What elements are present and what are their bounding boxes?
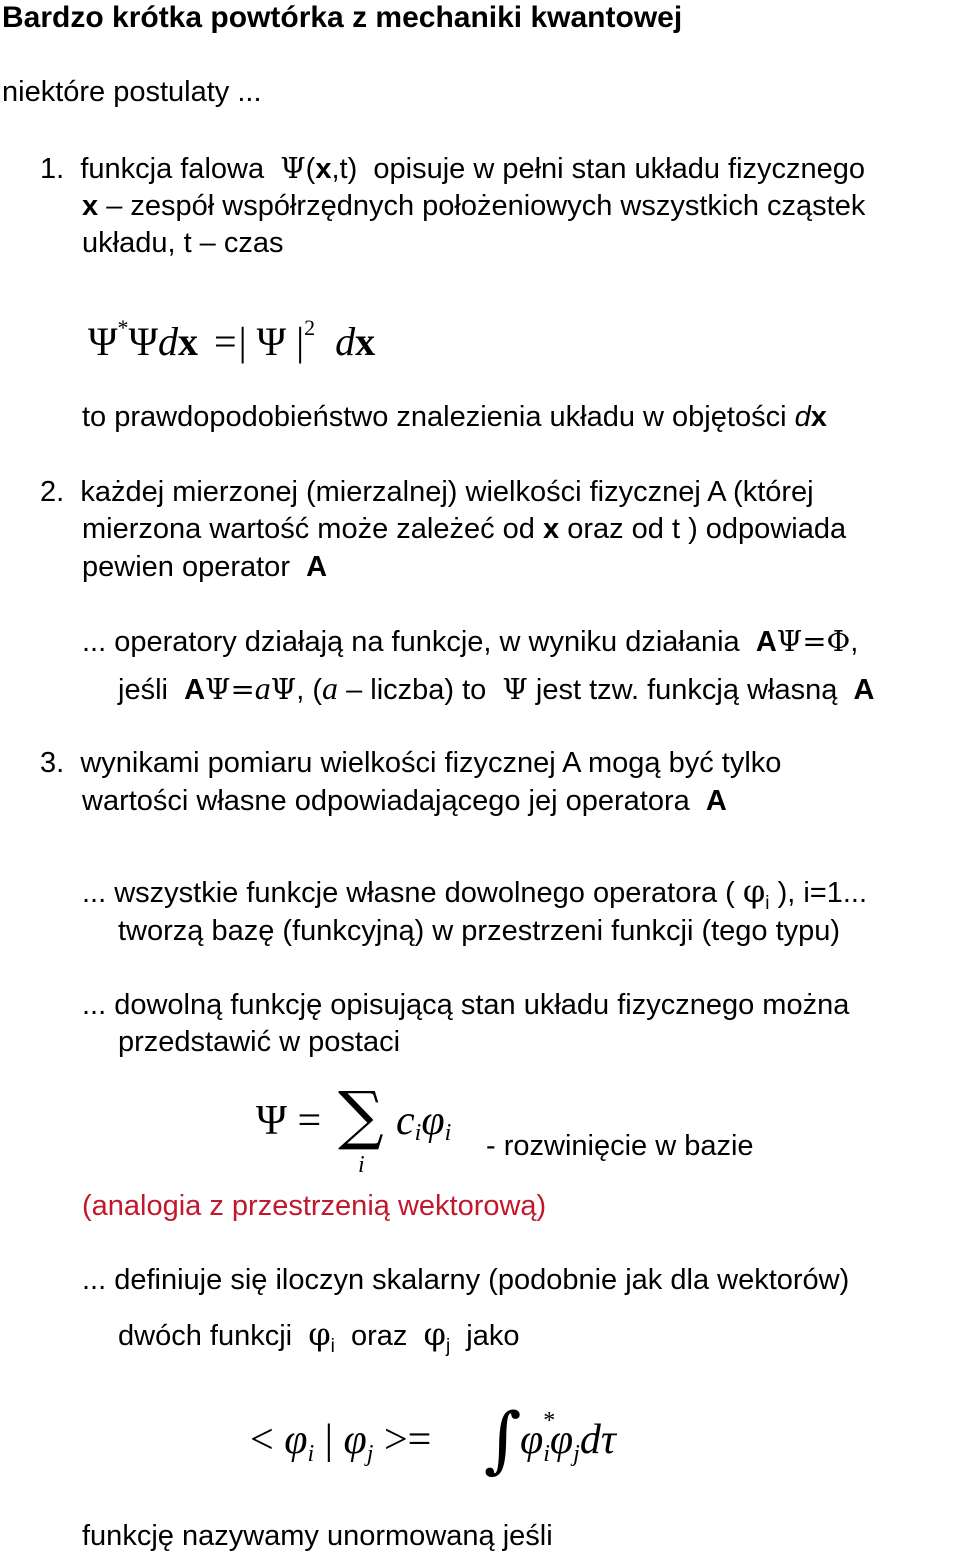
postulate-2-line-3: pewien operator A xyxy=(82,551,328,583)
postulate-2-number: 2. xyxy=(40,476,65,508)
postulate-3-line-1: 3. wynikami pomiaru wielkości fizycznej A mogą być tylko xyxy=(40,747,782,779)
scalar-product-line-1: ... definiuje się iloczyn skalarny (podobnie jak dla wektorów) xyxy=(82,1264,850,1296)
postulate-2-line-1: 2. każdej mierzonej (mierzalnej) wielkości fizycznej A (której xyxy=(40,476,814,508)
normalized-text: funkcję nazywamy unormowaną jeśli xyxy=(82,1520,553,1552)
expansion-formula-rhs: $c_i\varphi_i$ xyxy=(396,1098,452,1146)
psi-symbol: Ψ xyxy=(280,151,306,185)
analogy-text: (analogia z przestrzenią wektorową) xyxy=(82,1190,547,1222)
basis-line-2: tworzą bazę (funkcyjną) w przestrzeni funkcji (tego typu) xyxy=(118,915,841,947)
page-title: Bardzo krótka powtórka z mechaniki kwantowej xyxy=(2,1,683,34)
eigenfunction-line: jeśli AΨ=aΨ, (a – liczba) to Ψ jest tzw. funkcją własną A xyxy=(118,670,875,706)
postulate-1-line-3: układu, t – czas xyxy=(82,227,284,259)
wave-function-label: funkcja falowa xyxy=(80,153,265,185)
any-function-line-2: przedstawić w postaci xyxy=(118,1026,401,1058)
inner-product-integrand: φ * $_i\varphi_jd\tau$ xyxy=(520,1408,616,1467)
postulate-1-number: 1. xyxy=(40,153,65,185)
postulate-3-number: 3. xyxy=(40,747,65,779)
scalar-product-line-2: dwóch funkcji $\varphi_i$ oraz $\varphi_j$ jako xyxy=(118,1315,520,1357)
operators-line: ... operatory działają na funkcje, w wyniku działania AΨ=Φ, xyxy=(82,624,859,658)
postulate-3-line-2: wartości własne odpowiadającego jej operatora A xyxy=(82,785,727,817)
inner-product-formula: < $\varphi_i$ | $\varphi_j$ >= xyxy=(250,1417,432,1467)
probability-text: to prawdopodobieństwo znalezienia układu w objętości dx xyxy=(82,401,827,433)
postulate-1-line-2: x – zespół współrzędnych położeniowych wszystkich cząstek xyxy=(82,190,866,222)
intro-text: niektóre postulaty ... xyxy=(2,76,262,108)
postulate-1-line-1: 1. funkcja falowa Ψ(x,t) opisuje w pełni stan układu fizycznego xyxy=(40,151,866,185)
expansion-formula-lhs: Ψ = xyxy=(256,1098,322,1144)
any-function-line-1: ... dowolną funkcję opisującą stan układu fizycznego można xyxy=(82,989,850,1021)
expansion-text: - rozwinięcie w bazie xyxy=(486,1130,754,1162)
probability-density-formula: Ψ*Ψdx =| Ψ $|^2$ dx xyxy=(88,315,376,364)
basis-line-1: ... wszystkie funkcje własne dowolnego operatora ( $\varphi_i$ ), i=1... xyxy=(82,872,868,914)
postulate-2-line-2: mierzona wartość może zależeć od x oraz od t ) odpowiada xyxy=(82,513,847,545)
sum-index: i xyxy=(358,1152,365,1178)
sum-symbol: ∑ xyxy=(338,1079,384,1153)
integral-symbol: ∫ xyxy=(484,1397,522,1481)
